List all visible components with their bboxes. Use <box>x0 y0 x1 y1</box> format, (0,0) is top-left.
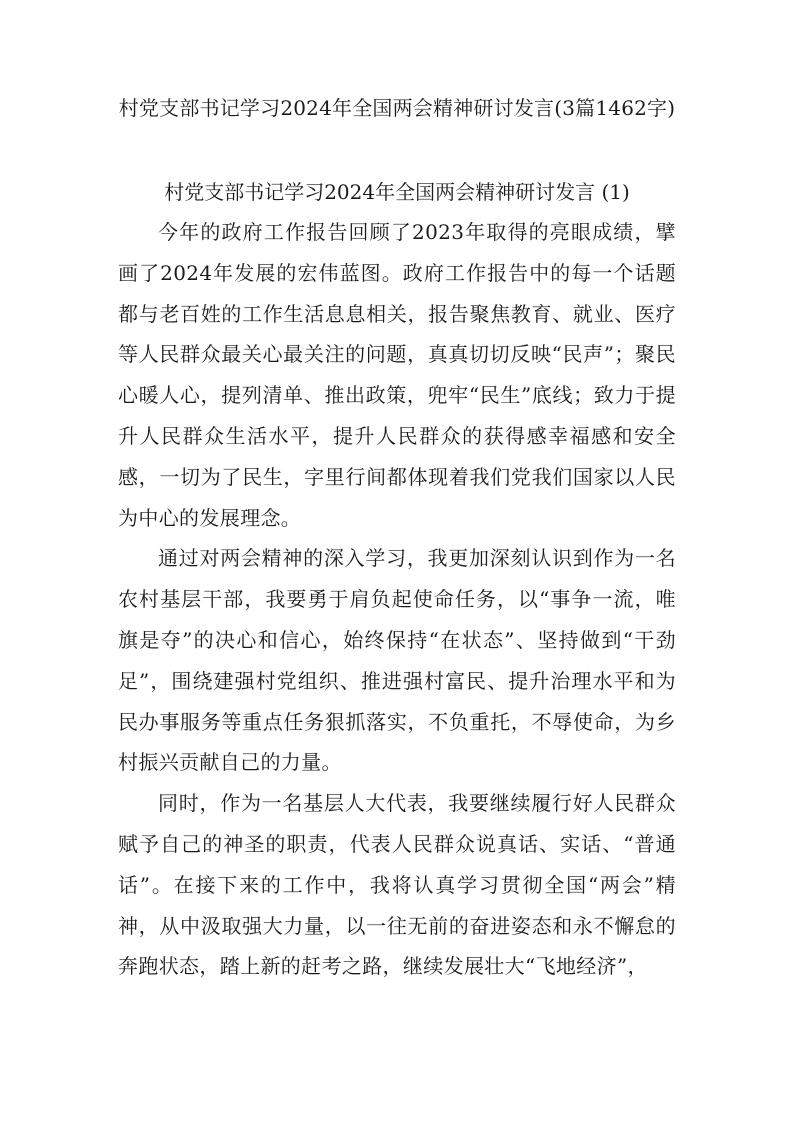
paragraph: 同时，作为一名基层人大代表，我要继续履行好人民群众赋予自己的神圣的职责，代表人民群众说真话、实话、“普通话”。在接下来的工作中，我将认真学习贯彻全国“两会”精神，从中汲取强大力量，以一往无前的奋进姿态和永不懈怠的奔跑状态，踏上新的赶考之路，继续发展壮大“飞地经济”， <box>118 791 676 979</box>
document-title: 村党支部书记学习2024年全国两会精神研讨发言(3篇1462字) <box>118 96 676 120</box>
paragraph: 通过对两会精神的深入学习，我更加深刻认识到作为一名农村基层干部，我要勇于肩负起使命任务，以“事争一流，唯旗是夺”的决心和信心，始终保持“在状态”、坚持做到“干劲足”，围绕建强村党组织、推进强村富民、提升治理水平和为民办事服务等重点任务狠抓落实，不负重托，不辱使命，为乡村振兴贡献自己的力量。 <box>118 546 676 775</box>
paragraph: 今年的政府工作报告回顾了2023年取得的亮眼成绩，擘画了2024年发展的宏伟蓝图。政府工作报告中的每一个话题都与老百姓的工作生活息息相关，报告聚焦教育、就业、医疗等人民群众最关心最关注的问题，真真切切反映“民声”；聚民心暖人心，提列清单、推出政策，兜牢“民生”底线；致力于提升人民群众生活水平，提升人民群众的获得感幸福感和安全感，一切为了民生，字里行间都体现着我们党我们国家以人民为中心的发展理念。 <box>118 220 676 530</box>
body-text <box>118 212 676 987</box>
section-subtitle: 村党支部书记学习2024年全国两会精神研讨发言 (1) <box>164 180 630 204</box>
